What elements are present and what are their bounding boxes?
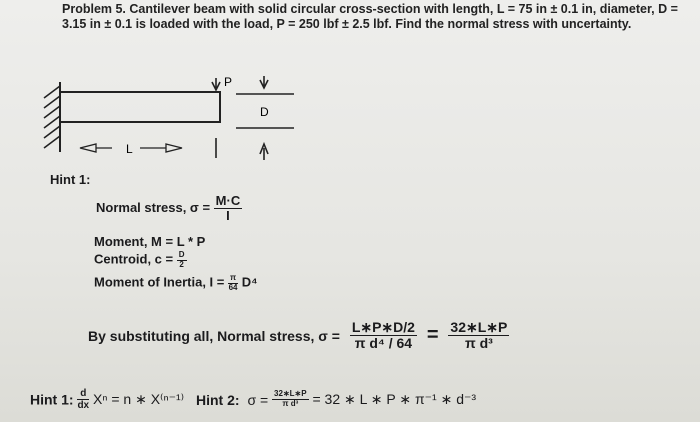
bottom-hint1-label: Hint 1: [30,391,74,408]
substitution-frac2-den: π d³ [464,335,493,352]
substitution-equals: = [426,324,439,347]
inertia-label: Moment of Inertia, I = [94,274,225,290]
diameter-arrow-up-icon [260,144,268,160]
substitution-frac1-num: L∗P∗D/2 [351,319,415,335]
length-arrow-left-icon [80,144,112,152]
derivative-num: d [77,388,89,400]
bottom-hint2-label: Hint 2: [195,391,240,408]
bottom-hints [30,388,476,411]
inertia-den: 64 [228,282,238,292]
hint1-title: Hint 1: [50,172,91,187]
substitution-frac1-den: π d⁴ / 64 [354,335,413,352]
substitution-fraction-2 [448,320,509,352]
normal-stress-den: I [226,208,230,224]
inertia-num: π [230,273,237,282]
substitution-formula [88,320,509,352]
length-arrow-right-icon [140,144,182,152]
normal-stress-label: Normal stress, σ = [96,200,211,216]
cantilever-figure [40,70,320,170]
inertia-formula [94,274,258,293]
moment-formula: Moment, M = L * P [94,234,206,249]
derivative-den: dx [77,400,90,411]
derivative-rest: Xⁿ = n ∗ X⁽ⁿ⁻¹⁾ [93,391,185,407]
substitution-frac2-num: 32∗L∗P [450,319,508,335]
load-label: P [224,75,233,89]
centroid-fraction [177,251,187,270]
diameter-arrow-down-icon [260,76,268,88]
problem-label: Problem 5. [62,2,126,16]
bottom-sigma: σ = [247,391,269,408]
inertia-tail: D⁴ [241,274,258,290]
length-label: L [126,142,133,156]
normal-stress-num: M·C [215,193,241,208]
problem-statement [62,2,692,32]
normal-stress-fraction [214,194,243,224]
derivative-fraction [77,388,89,411]
inertia-fraction [228,274,238,293]
centroid-den: 2 [179,259,184,269]
bottom-rest: = 32 ∗ L ∗ P ∗ π⁻¹ ∗ d⁻³ [312,391,477,407]
centroid-formula [94,251,187,270]
load-arrow-icon [212,78,220,90]
diameter-label: D [260,105,269,119]
normal-stress-formula [96,194,242,224]
centroid-num: D [178,250,185,259]
substitution-label: By substituting all, Normal stress, σ = [88,327,340,344]
wall-hatch [44,86,60,148]
bottom-frac-den: π d³ [282,399,299,408]
bottom-fraction [272,390,309,409]
problem-text: Cantilever beam with solid circular cross-section with length, L = 75 in ± 0.1 in, diameter, D = 3.15 in ± 0.1 is loaded with the load, P = 250 lbf ± 2.5 lbf. Find the normal stress with uncertainty. [62,2,678,31]
centroid-label: Centroid, c = [94,251,174,267]
bottom-frac-num: 32∗L∗P [274,389,307,399]
beam [60,92,220,122]
substitution-fraction-1 [350,320,417,352]
